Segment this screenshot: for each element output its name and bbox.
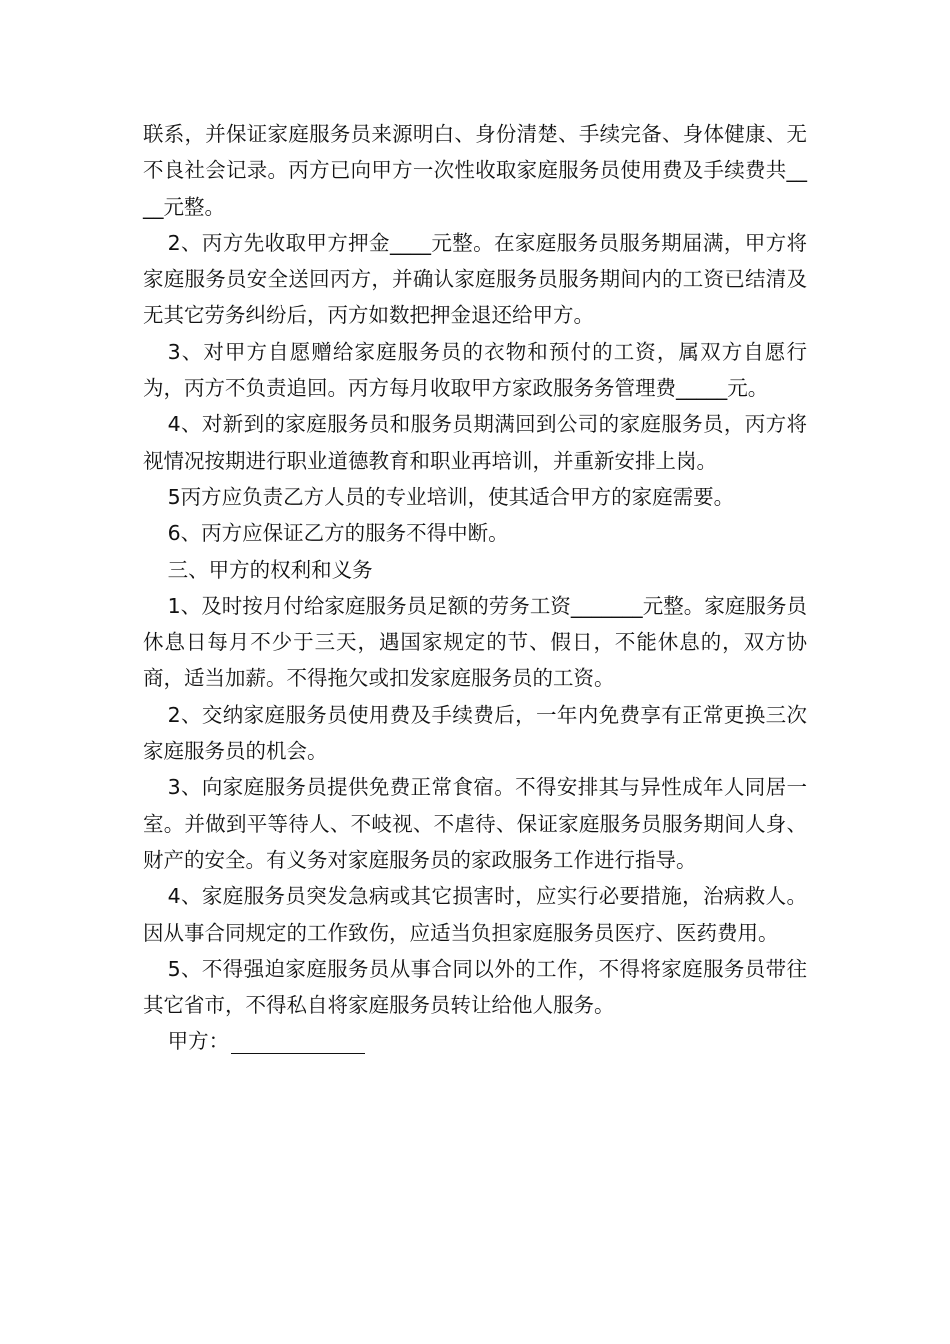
paragraph-gifts-management-fee: 3、对甲方自愿赠给家庭服务员的衣物和预付的工资，属双方自愿行为，丙方不负责追回。丙方每月收取甲方家政服务务管理费_____元。 — [143, 339, 807, 401]
document-page — [143, 116, 807, 1060]
paragraph-no-forced-work: 5、不得强迫家庭服务员从事合同以外的工作，不得将家庭服务员带往其它省市，不得私自将家庭服务员转让给他人服务。 — [143, 956, 807, 1018]
section-heading-party-a-rights: 三、甲方的权利和义务 — [167, 557, 373, 582]
signature-blank — [231, 1027, 365, 1054]
paragraph-monthly-wages: 1、及时按月付给家庭服务员足额的劳务工资_______元整。家庭服务员休息日每月不少于三天，遇国家规定的节、假日，不能休息的，双方协商，适当加薪。不得拖欠或扣发家庭服务员的工资。 — [143, 593, 807, 691]
paragraph-professional-training: 5丙方应负责乙方人员的专业培训，使其适合甲方的家庭需要。 — [167, 484, 735, 509]
paragraph-room-board: 3、向家庭服务员提供免费正常食宿。不得安排其与异性成年人同居一室。并做到平等待人、不岐视、不虐待、保证家庭服务员服务期间人身、财产的安全。有义务对家庭服务员的家政服务工作进行指导。 — [143, 775, 807, 872]
paragraph-contact-guarantee: 联系，并保证家庭服务员来源明白、身份清楚、手续完备、身体健康、无不良社会记录。丙方已向甲方一次性收取家庭服务员使用费及手续费共____元整。 — [143, 122, 807, 219]
signature-label: 甲方： — [167, 1029, 230, 1054]
paragraph-replacement-opportunity: 2、交纳家庭服务员使用费及手续费后，一年内免费享有正常更换三次家庭服务员的机会。 — [143, 702, 807, 764]
paragraph-uninterrupted-service: 6、丙方应保证乙方的服务不得中断。 — [167, 521, 509, 546]
paragraph-training-reassignment: 4、对新到的家庭服务员和服务员期满回到公司的家庭服务员，丙方将视情况按期进行职业道德教育和职业再培训，并重新安排上岗。 — [143, 412, 807, 473]
paragraph-deposit: 2、丙方先收取甲方押金____元整。在家庭服务员服务期届满，甲方将家庭服务员安全送回丙方，并确认家庭服务员服务期间内的工资已结清及无其它劳务纠纷后，丙方如数把押金退还给甲方。 — [143, 230, 807, 328]
signature-line-party-a — [143, 1023, 807, 1059]
paragraph-illness-injury: 4、家庭服务员突发急病或其它损害时，应实行必要措施，治病救人。因从事合同规定的工作致伤，应适当负担家庭服务员医疗、医药费用。 — [143, 884, 807, 945]
